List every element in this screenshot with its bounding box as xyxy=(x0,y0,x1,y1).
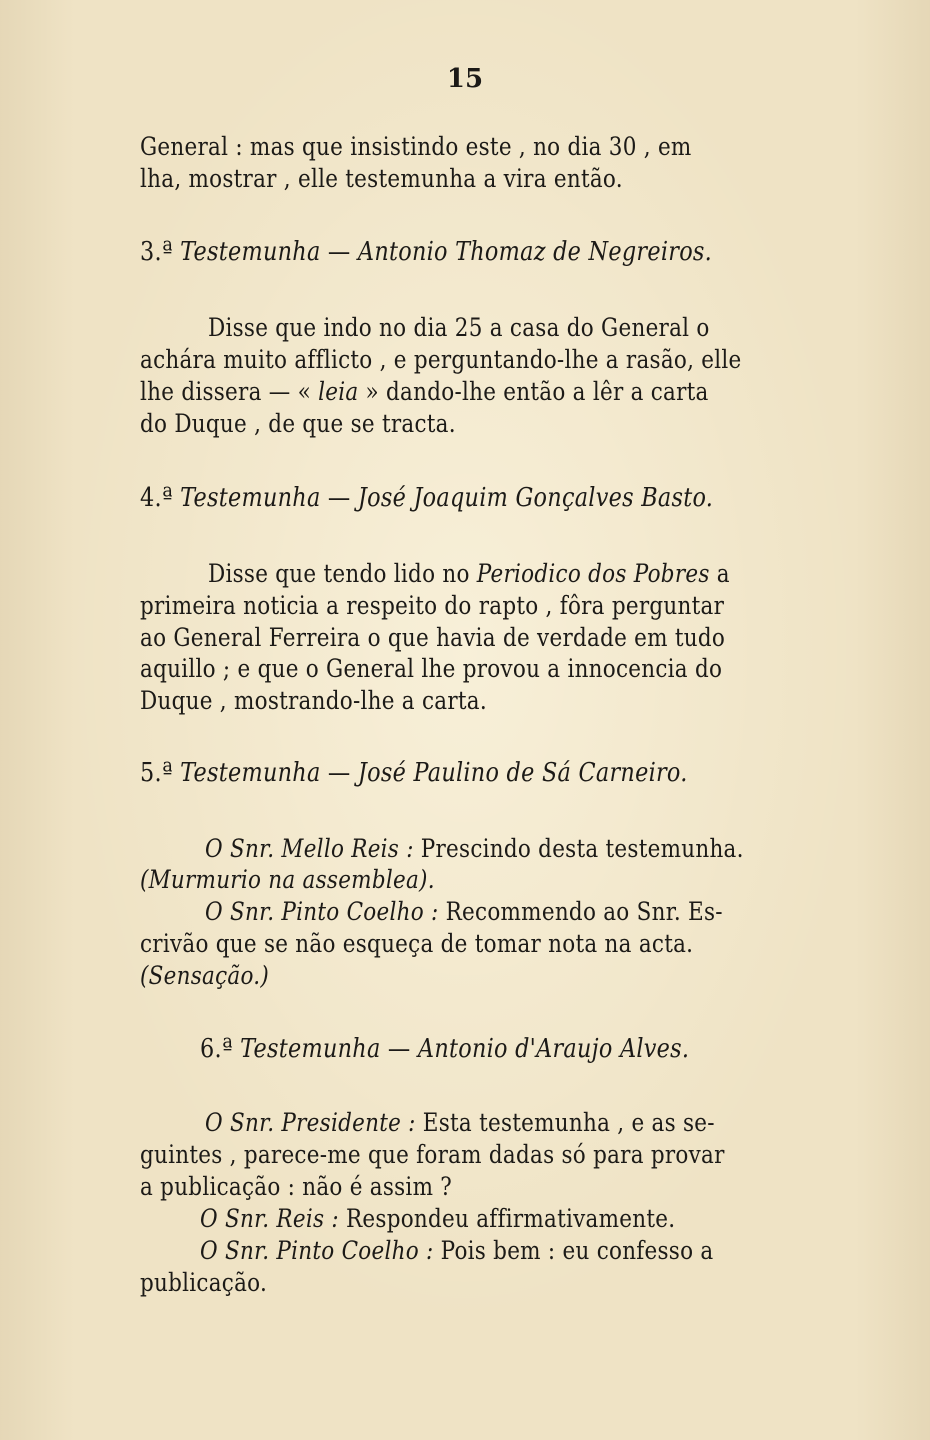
witness-heading-6 xyxy=(200,1033,746,1065)
heading-label: Testemunha xyxy=(180,758,321,788)
witness-name: Antonio d'Araujo Alves. xyxy=(417,1034,690,1064)
heading-dash: — xyxy=(387,1034,411,1064)
witness-name: Antonio Thomaz de Negreiros. xyxy=(357,237,713,267)
text-line xyxy=(205,896,723,928)
text-line: crivão que se não esqueça de tomar nota na acta. xyxy=(140,929,694,958)
text-line: aquillo ; e que o General lhe provou a innocencia do xyxy=(140,654,723,683)
text-line xyxy=(205,833,744,865)
speaker-name: O Snr. Pinto Coelho : xyxy=(205,897,439,926)
text-line: guintes , parece-me que foram dadas só para provar xyxy=(140,1140,725,1169)
text-span: Respondeu affirmativamente. xyxy=(345,1204,676,1233)
heading-dash: — xyxy=(327,483,351,513)
text-line: a publicação : não é assim ? xyxy=(140,1172,453,1201)
heading-dash: — xyxy=(327,758,351,788)
heading-number: 6.ª xyxy=(200,1034,233,1064)
text-line: do Duque , de que se tracta. xyxy=(140,409,456,438)
heading-label: Testemunha xyxy=(180,237,321,267)
text-line: (Sensação.) xyxy=(140,961,270,990)
text-line: Duque , mostrando-lhe a carta. xyxy=(140,686,487,715)
text-span: Prescindo desta testemunha. xyxy=(420,834,744,863)
text-line: Disse que indo no dia 25 a casa do General o xyxy=(208,313,710,342)
heading-label: Testemunha xyxy=(180,483,321,513)
text-span: Recommendo ao Snr. Es- xyxy=(445,897,723,926)
speaker-name: O Snr. Presidente : xyxy=(205,1108,416,1137)
heading-label: Testemunha xyxy=(240,1034,381,1064)
text-line: General : mas que insistindo este , no dia 30 , em xyxy=(140,132,692,161)
text-line xyxy=(208,558,730,590)
witness-heading-5 xyxy=(140,757,686,789)
text-line xyxy=(140,376,709,408)
speaker-name: O Snr. Pinto Coelho : xyxy=(200,1236,434,1265)
text-line: lha, mostrar , elle testemunha a vira então. xyxy=(140,164,623,193)
witness-name: José Joaquim Gonçalves Basto. xyxy=(357,483,714,513)
text-span: Pois bem : eu confesso a xyxy=(440,1236,714,1265)
italic-span: Periodico dos Pobres xyxy=(476,559,710,588)
speaker-name: O Snr. Reis : xyxy=(200,1204,339,1233)
witness-heading-3 xyxy=(140,236,713,268)
text-line: (Murmurio na assemblea). xyxy=(140,865,435,894)
text-line: primeira noticia a respeito do rapto , fôra perguntar xyxy=(140,591,725,620)
heading-number: 5.ª xyxy=(140,758,173,788)
text-span: » dando-lhe então a lêr a carta xyxy=(365,377,709,406)
witness-name: José Paulino de Sá Carneiro. xyxy=(357,758,688,788)
text-span: a xyxy=(716,559,730,588)
text-line: publicação. xyxy=(140,1268,268,1297)
text-span: lhe dissera — « xyxy=(140,377,312,406)
heading-number: 4.ª xyxy=(140,483,173,513)
text-line: ao General Ferreira o que havia de verdade em tudo xyxy=(140,623,726,652)
text-line xyxy=(200,1203,746,1235)
heading-number: 3.ª xyxy=(140,237,173,267)
text-line: achára muito afflicto , e perguntando-lhe a rasão, elle xyxy=(140,345,742,374)
text-span: Esta testemunha , e as se- xyxy=(422,1108,715,1137)
page-number: 15 xyxy=(446,64,484,94)
speaker-name: O Snr. Mello Reis : xyxy=(205,834,414,863)
witness-heading-4 xyxy=(140,482,714,514)
text-line xyxy=(200,1235,714,1267)
text-line xyxy=(205,1107,715,1139)
text-span: Disse que tendo lido no xyxy=(208,559,470,588)
italic-span: leia xyxy=(318,377,359,406)
heading-dash: — xyxy=(327,237,351,267)
